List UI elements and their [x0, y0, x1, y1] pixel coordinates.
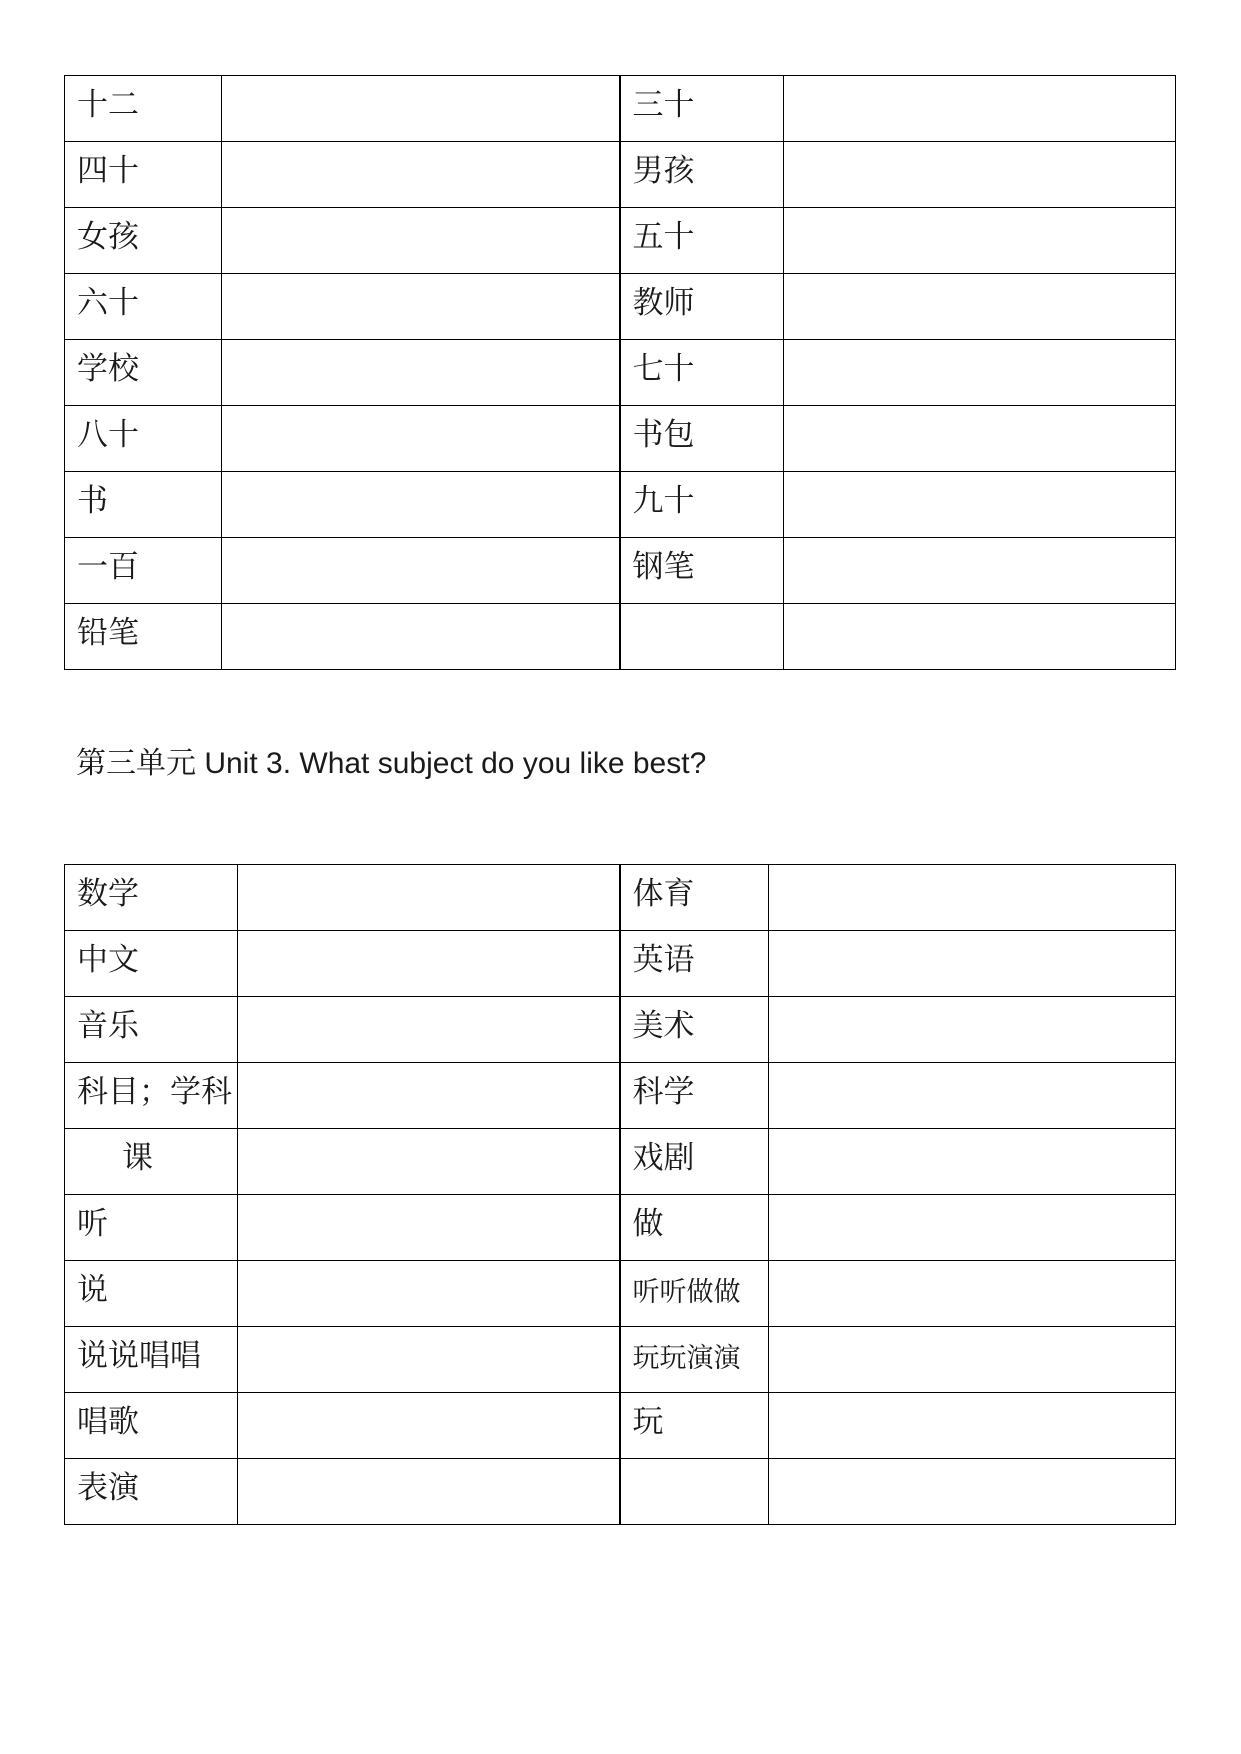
- term-cell: 七十: [620, 340, 784, 406]
- answer-cell: [238, 997, 620, 1063]
- term-cell: 书: [65, 472, 222, 538]
- table-row: [65, 1129, 1176, 1195]
- term-cell: 铅笔: [65, 604, 222, 670]
- term-cell: 钢笔: [620, 538, 784, 604]
- answer-cell: [769, 865, 1176, 931]
- answer-cell: [222, 472, 620, 538]
- answer-cell: [784, 340, 1176, 406]
- term-cell: 表演: [65, 1459, 238, 1525]
- table-row: [65, 1261, 1176, 1327]
- term-cell: 玩玩演演: [620, 1327, 769, 1393]
- table-row: [65, 1393, 1176, 1459]
- term-cell: 中文: [65, 931, 238, 997]
- answer-cell: [784, 538, 1176, 604]
- table-row: [65, 1327, 1176, 1393]
- table-row: [65, 604, 1176, 670]
- term-cell: 体育: [620, 865, 769, 931]
- term-cell: 说说唱唱: [65, 1327, 238, 1393]
- answer-cell: [769, 1195, 1176, 1261]
- term-cell: [620, 604, 784, 670]
- answer-cell: [238, 1327, 620, 1393]
- answer-cell: [784, 274, 1176, 340]
- term-cell: 音乐: [65, 997, 238, 1063]
- term-cell: 听: [65, 1195, 238, 1261]
- answer-cell: [769, 1327, 1176, 1393]
- term-cell: 说: [65, 1261, 238, 1327]
- table-row: [65, 406, 1176, 472]
- term-cell: 书包: [620, 406, 784, 472]
- answer-cell: [784, 406, 1176, 472]
- table-row: [65, 1459, 1176, 1525]
- answer-cell: [222, 340, 620, 406]
- table-row: [65, 997, 1176, 1063]
- term-cell: 美术: [620, 997, 769, 1063]
- answer-cell: [222, 274, 620, 340]
- answer-cell: [238, 865, 620, 931]
- answer-cell: [784, 76, 1176, 142]
- table-row: [65, 340, 1176, 406]
- term-cell: [620, 1459, 769, 1525]
- answer-cell: [769, 1393, 1176, 1459]
- answer-cell: [238, 1393, 620, 1459]
- term-cell: 一百: [65, 538, 222, 604]
- term-cell: 英语: [620, 931, 769, 997]
- term-cell: 科目；学科: [65, 1063, 238, 1129]
- answer-cell: [238, 1195, 620, 1261]
- term-cell: 学校: [65, 340, 222, 406]
- answer-cell: [238, 1261, 620, 1327]
- answer-cell: [769, 1063, 1176, 1129]
- term-cell: 九十: [620, 472, 784, 538]
- term-cell: 科学: [620, 1063, 769, 1129]
- answer-cell: [238, 1459, 620, 1525]
- vocab-table-2: [64, 864, 1176, 1525]
- table-row: [65, 274, 1176, 340]
- answer-cell: [238, 1063, 620, 1129]
- answer-cell: [784, 604, 1176, 670]
- term-cell: 做: [620, 1195, 769, 1261]
- term-cell: 戏剧: [620, 1129, 769, 1195]
- answer-cell: [238, 1129, 620, 1195]
- answer-cell: [784, 472, 1176, 538]
- table-row: [65, 208, 1176, 274]
- table-row: [65, 538, 1176, 604]
- table-row: [65, 865, 1176, 931]
- answer-cell: [784, 142, 1176, 208]
- answer-cell: [769, 931, 1176, 997]
- vocab-table-1: [64, 75, 1176, 670]
- term-cell: 唱歌: [65, 1393, 238, 1459]
- term-cell: 男孩: [620, 142, 784, 208]
- answer-cell: [222, 406, 620, 472]
- term-cell: 十二: [65, 76, 222, 142]
- term-cell: 数学: [65, 865, 238, 931]
- table-row: [65, 142, 1176, 208]
- term-cell: 八十: [65, 406, 222, 472]
- answer-cell: [222, 208, 620, 274]
- answer-cell: [238, 931, 620, 997]
- term-cell: 三十: [620, 76, 784, 142]
- answer-cell: [222, 76, 620, 142]
- answer-cell: [222, 604, 620, 670]
- table-row: [65, 931, 1176, 997]
- term-cell: 五十: [620, 208, 784, 274]
- term-cell: 女孩: [65, 208, 222, 274]
- unit-heading: 第三单元 Unit 3. What subject do you like best?: [76, 747, 707, 780]
- answer-cell: [769, 997, 1176, 1063]
- term-cell: 四十: [65, 142, 222, 208]
- table-row: [65, 1195, 1176, 1261]
- table-row: [65, 76, 1176, 142]
- answer-cell: [222, 538, 620, 604]
- table-row: [65, 1063, 1176, 1129]
- term-cell: 听听做做: [620, 1261, 769, 1327]
- term-cell: 课: [65, 1129, 238, 1195]
- table-row: [65, 472, 1176, 538]
- answer-cell: [769, 1129, 1176, 1195]
- term-cell: 玩: [620, 1393, 769, 1459]
- answer-cell: [769, 1459, 1176, 1525]
- term-cell: 教师: [620, 274, 784, 340]
- answer-cell: [222, 142, 620, 208]
- term-cell: 六十: [65, 274, 222, 340]
- answer-cell: [784, 208, 1176, 274]
- answer-cell: [769, 1261, 1176, 1327]
